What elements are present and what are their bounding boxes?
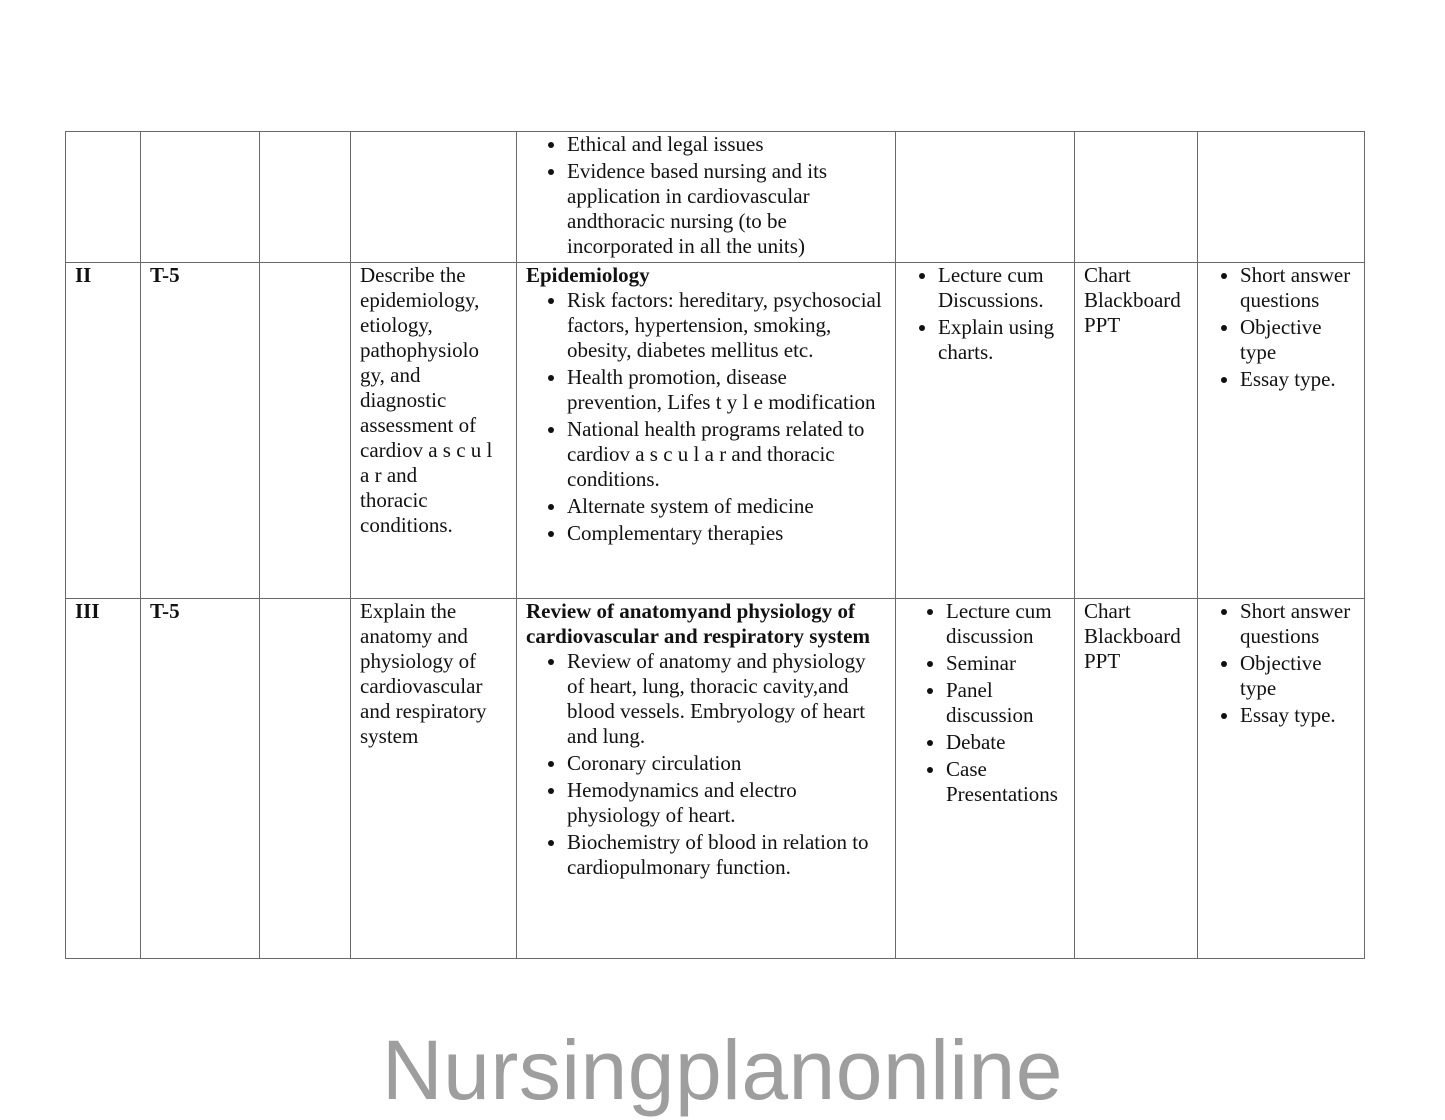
- content-heading: Review of anatomyand physiology of cardiovascular and respiratory system: [526, 599, 870, 648]
- blank-cell: [260, 263, 351, 599]
- list-item: • Risk factors: hereditary, psychosocial factors, hypertension, smoking, obesity, diabetes mellitus etc.: [567, 288, 886, 363]
- list-item: • Essay type.: [1240, 703, 1355, 728]
- table-row: [66, 132, 1365, 263]
- blank-cell: [260, 132, 351, 263]
- methods-list: [905, 599, 1065, 807]
- time-cell: T-5: [141, 263, 260, 599]
- list-item: • Short answer questions: [1240, 263, 1355, 313]
- list-item: • Explain using charts.: [938, 315, 1065, 365]
- content-cell: [517, 263, 896, 599]
- list-item: • Coronary circulation: [567, 751, 886, 776]
- list-item: • Panel discussion: [946, 678, 1065, 728]
- table-row: [66, 599, 1365, 959]
- objectives-cell: Describe the epidemiology, etiology, pathophysiolo gy, and diagnostic assessment of cardiov a s c u l a r and thoracic conditions.: [351, 263, 517, 599]
- list-item: • Seminar: [946, 651, 1065, 676]
- objectives-cell: Explain the anatomy and physiology of cardiovascular and respiratory system: [351, 599, 517, 959]
- aids-cell: [1075, 132, 1198, 263]
- aids-cell: Chart Blackboard PPT: [1075, 263, 1198, 599]
- evaluation-list: [1207, 599, 1355, 728]
- content-cell: [517, 599, 896, 959]
- content-list: [526, 649, 886, 880]
- list-item: • Review of anatomy and physiology of heart, lung, thoracic cavity,and blood vessels. Embryology of heart and lung.: [567, 649, 886, 749]
- unit-cell: III: [66, 599, 141, 959]
- aids-cell: Chart Blackboard PPT: [1075, 599, 1198, 959]
- evaluation-cell: [1198, 263, 1365, 599]
- list-item: • Evidence based nursing and its application in cardiovascular andthoracic nursing (to be incorporated in all the units): [567, 159, 886, 259]
- evaluation-list: [1207, 263, 1355, 392]
- list-item: • Lecture cum Discussions.: [938, 263, 1065, 313]
- content-list: [526, 288, 886, 546]
- methods-list: [905, 263, 1065, 365]
- list-item: • Alternate system of medicine: [567, 494, 886, 519]
- blank-cell: [260, 599, 351, 959]
- objectives-cell: [351, 132, 517, 263]
- table-row: [66, 263, 1365, 599]
- evaluation-cell: [1198, 132, 1365, 263]
- time-cell: [141, 132, 260, 263]
- list-item: • Essay type.: [1240, 367, 1355, 392]
- unit-cell: [66, 132, 141, 263]
- content-list: [526, 132, 886, 259]
- list-item: • Hemodynamics and electro physiology of heart.: [567, 778, 886, 828]
- list-item: • National health programs related to cardiov a s c u l a r and thoracic conditions.: [567, 417, 886, 492]
- evaluation-cell: [1198, 599, 1365, 959]
- list-item: • Case Presentations: [946, 757, 1065, 807]
- list-item: • Lecture cum discussion: [946, 599, 1065, 649]
- unit-cell: II: [66, 263, 141, 599]
- list-item: • Short answer questions: [1240, 599, 1355, 649]
- content-cell: [517, 132, 896, 263]
- list-item: • Health promotion, disease prevention, Lifes t y l e modification: [567, 365, 886, 415]
- list-item: • Debate: [946, 730, 1065, 755]
- watermark-text: Nursingplanonline: [382, 1023, 1063, 1117]
- content-heading: Epidemiology: [526, 263, 650, 287]
- time-cell: T-5: [141, 599, 260, 959]
- list-item: • Objective type: [1240, 651, 1355, 701]
- list-item: • Objective type: [1240, 315, 1355, 365]
- list-item: • Ethical and legal issues: [567, 132, 886, 157]
- list-item: • Complementary therapies: [567, 521, 886, 546]
- methods-cell: [896, 132, 1075, 263]
- methods-cell: [896, 263, 1075, 599]
- list-item: • Biochemistry of blood in relation to cardiopulmonary function.: [567, 830, 886, 880]
- methods-cell: [896, 599, 1075, 959]
- lesson-plan-table: [65, 131, 1365, 959]
